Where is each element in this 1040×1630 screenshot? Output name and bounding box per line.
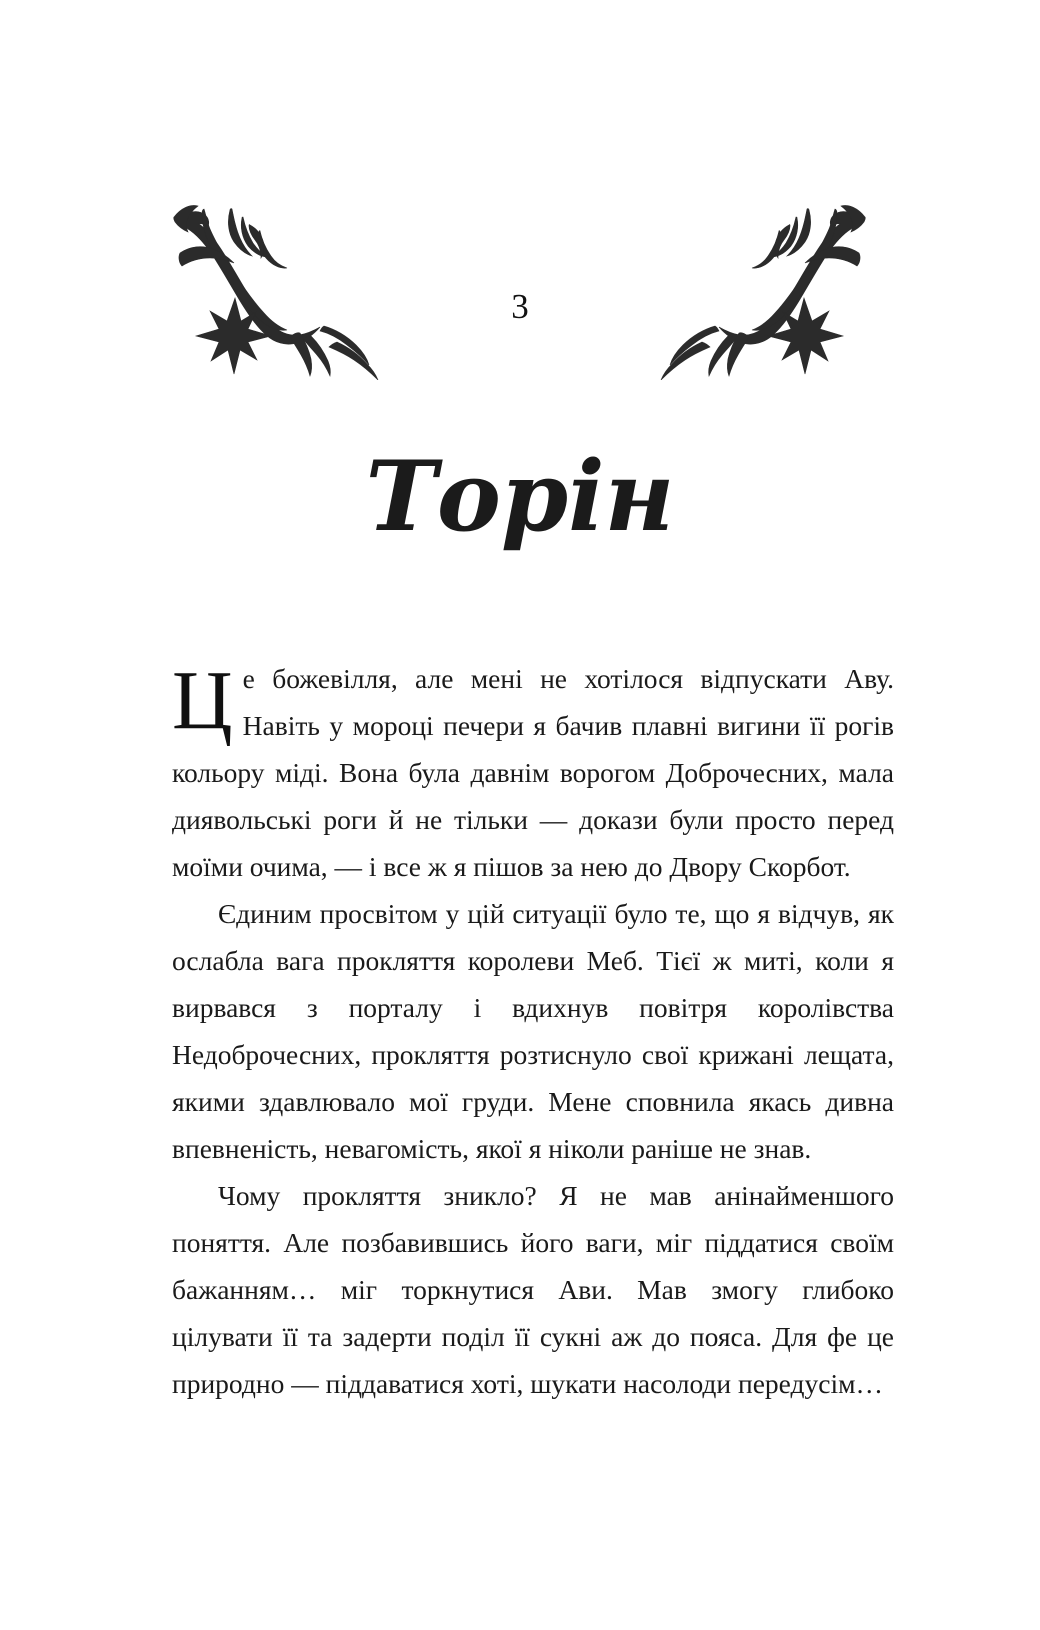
thorn-vine-star-ornament-icon: [172, 195, 417, 380]
chapter-title-text: Торін: [365, 440, 675, 553]
body-text: [172, 655, 894, 1407]
paragraph: [172, 890, 894, 1172]
thorn-vine-star-ornament-mirrored-icon: [622, 195, 867, 380]
drop-cap: Ц: [172, 654, 233, 747]
chapter-header: [0, 185, 1040, 405]
paragraph-text: е божевілля, але мені не хотілося відпускати Аву. Навіть у мороці печери я бачив плавні вигини її рогів кольору міді. Вона була давнім ворогом Доброчесних, мала диявольські роги й не тільки — докази були просто перед моїми очима, — і все ж я пішов за нею до Двору Скорбот.: [172, 663, 894, 882]
chapter-title: [0, 418, 1040, 578]
paragraph: [172, 655, 894, 890]
paragraph-text: Чому прокляття зникло? Я не мав анінайменшого поняття. Але позбавившись його ваги, міг піддатися своїм бажанням… міг торкнутися Ави. Мав змогу глибоко цілувати її та задерти поділ її сукні аж до пояса. Для фе це природно — піддаватися хоті, шукати насолоди передусім…: [172, 1180, 894, 1399]
paragraph: [172, 1172, 894, 1407]
chapter-number: 3: [511, 287, 529, 326]
paragraph-text: Єдиним просвітом у цій ситуації було те, що я відчув, як ослабла вага прокляття королеви Меб. Тієї ж миті, коли я вирвався з порталу і вдихнув повітря королівства Недоброчесних, прокляття розтиснуло свої крижані лещата, якими здавлювало мої груди. Мене сповнила якась дивна впевненість, невагомість, якої я ніколи раніше не знав.: [172, 898, 894, 1164]
